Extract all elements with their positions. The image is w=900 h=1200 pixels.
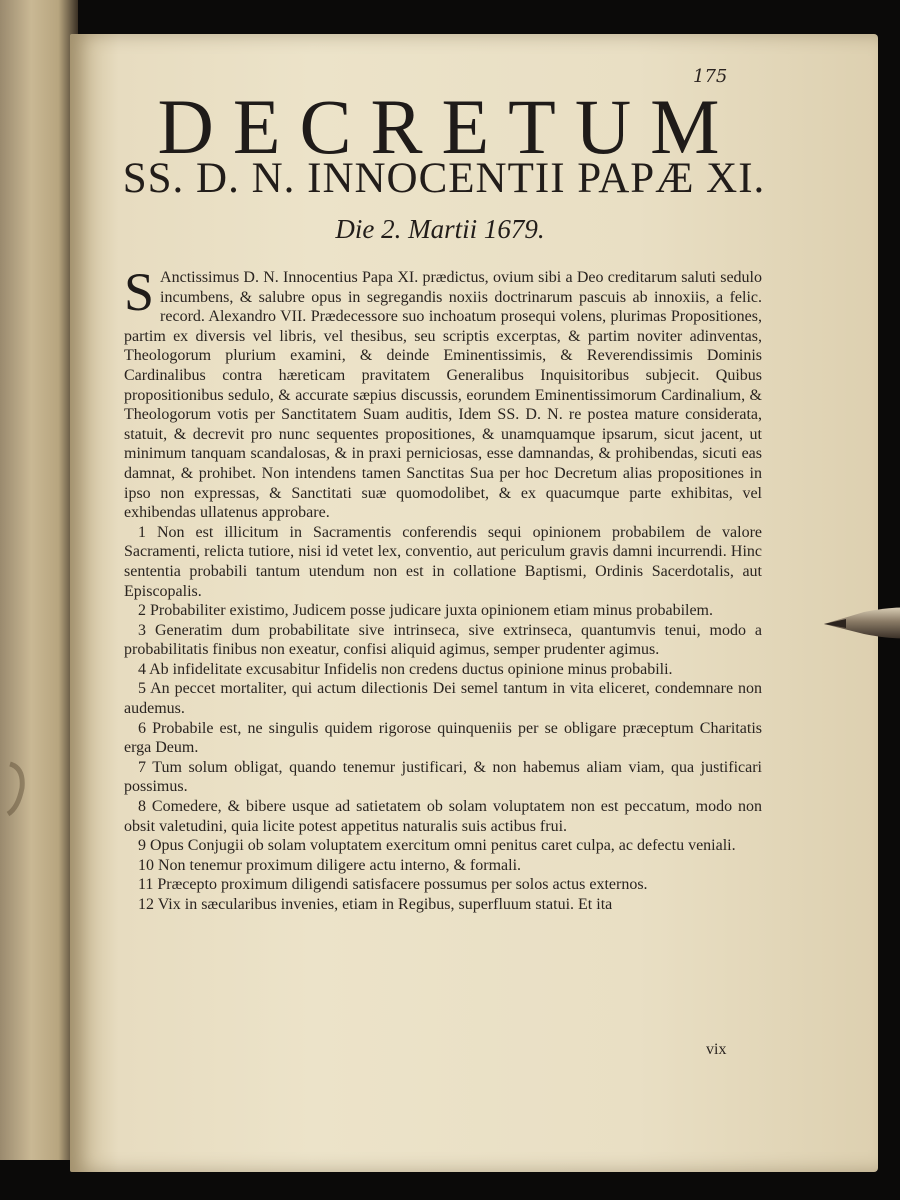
decree-title: DECRETUM — [157, 83, 739, 170]
proposition-1: 1 Non est illicitum in Sacramentis conferendis sequi opinionem probabilem de valore Sacramenti, relicta tutiore, nisi id vetet lex, conventio, aut periculum gravis damni incurrendi. Hinc sententia probabili tantum utendum non est in collatione Baptismi, Ordinis Sacerdotalis, aut Episcopalis. — [124, 523, 762, 600]
intro-text: Anctissimus D. N. Innocentius Papa XI. prædictus, ovium sibi a Deo creditarum saluti sedulo incumbens, & salubre opus in segregandis noxiis doctrinarum pascuis ab innoxiis, a felic. record. Alexandro VII. Prædecessore suo inchoatum prosequi volens, plurimas Propositiones, partim ex diversis vel libris, vel thesibus, seu scriptis excerptas, & partim noviter adinventas, Theologorum plurium examini, & deinde Eminentissimis, & Reverendissimis Dominis Cardinalibus contra hæreticam pravitatem Generalibus Inquisitoribus subjecit. Quibus propositionibus sedulo, & accurate sæpius discussis, eorundem Eminentissimorum Cardinalium, & Theologorum votis per Sanctitatem Suam auditis, Idem SS. D. N. re postea mature considerata, statuit, & decrevit pro nunc sequentes propositiones, & unamquamque ipsarum, sicut jacent, ut minimum tanquam scandalosas, & in praxi perniciosas, esse damnandas, & prohibendas, sicuti eas damnat, & prohibet. Non intendens tamen Sanctitas Sua per hoc Decretum alias propositiones in ipso non expressas, & Sanctitati suæ quomodolibet, & ex quacumque parte exhibitas, vel exhibendas ullatenus approbare. — [124, 269, 762, 522]
facing-page-edge — [0, 0, 78, 1160]
drop-cap: S — [124, 262, 155, 322]
pointer-stick — [824, 604, 900, 642]
decree-subtitle: SS. D. N. INNOCENTII PAPÆ XI. — [122, 155, 766, 202]
proposition-4: 4 Ab infidelitate excusabitur Infidelis non credens ductus opinione minus probabili. — [138, 660, 673, 678]
proposition-12: 12 Vix in sæcularibus invenies, etiam in Regibus, superfluum statui. Et ita — [138, 896, 613, 913]
proposition-6: 6 Probabile est, ne singulis quidem rigorose quinqueniis per se obligare præceptum Charitatis erga Deum. — [124, 719, 762, 757]
intro-paragraph — [124, 262, 762, 523]
proposition-7: 7 Tum solum obligat, quando tenemur justificari, & non habemus aliam viam, qua justificari possimus. — [124, 758, 762, 796]
catchword: vix — [706, 1041, 727, 1058]
decree-date: Die 2. Martii 1679. — [335, 214, 545, 244]
decree-body — [124, 262, 762, 915]
proposition-5: 5 An peccet mortaliter, qui actum dilectionis Dei semel tantum in vita eliceret, condemnare non audemus. — [124, 680, 762, 718]
proposition-9: 9 Opus Conjugii ob solam voluptatem exercitum omni penitus caret culpa, ac defectu veniali. — [138, 837, 736, 855]
proposition-2: 2 Probabiliter existimo, Judicem posse judicare juxta opinionem etiam minus probabilem. — [138, 602, 713, 620]
page-number: 175 — [693, 66, 728, 87]
proposition-8: 8 Comedere, & bibere usque ad satietatem ob solam voluptatem non est peccatum, modo non obsit valetudini, quia licite potest appetitus naturalis suis actibus frui. — [124, 798, 762, 835]
proposition-3: 3 Generatim dum probabilitate sive intrinseca, sive extrinseca, quantumvis tenui, modo a probabilitatis finibus non exeatur, confisi aliquid agimus, semper prudenter agimus. — [124, 621, 762, 659]
proposition-11: 11 Præcepto proximum diligendi satisfacere possumus per solos actus externos. — [138, 876, 648, 894]
facing-page-bleed-mark — [4, 758, 34, 818]
proposition-10: 10 Non tenemur proximum diligere actu interno, & formali. — [138, 856, 522, 874]
